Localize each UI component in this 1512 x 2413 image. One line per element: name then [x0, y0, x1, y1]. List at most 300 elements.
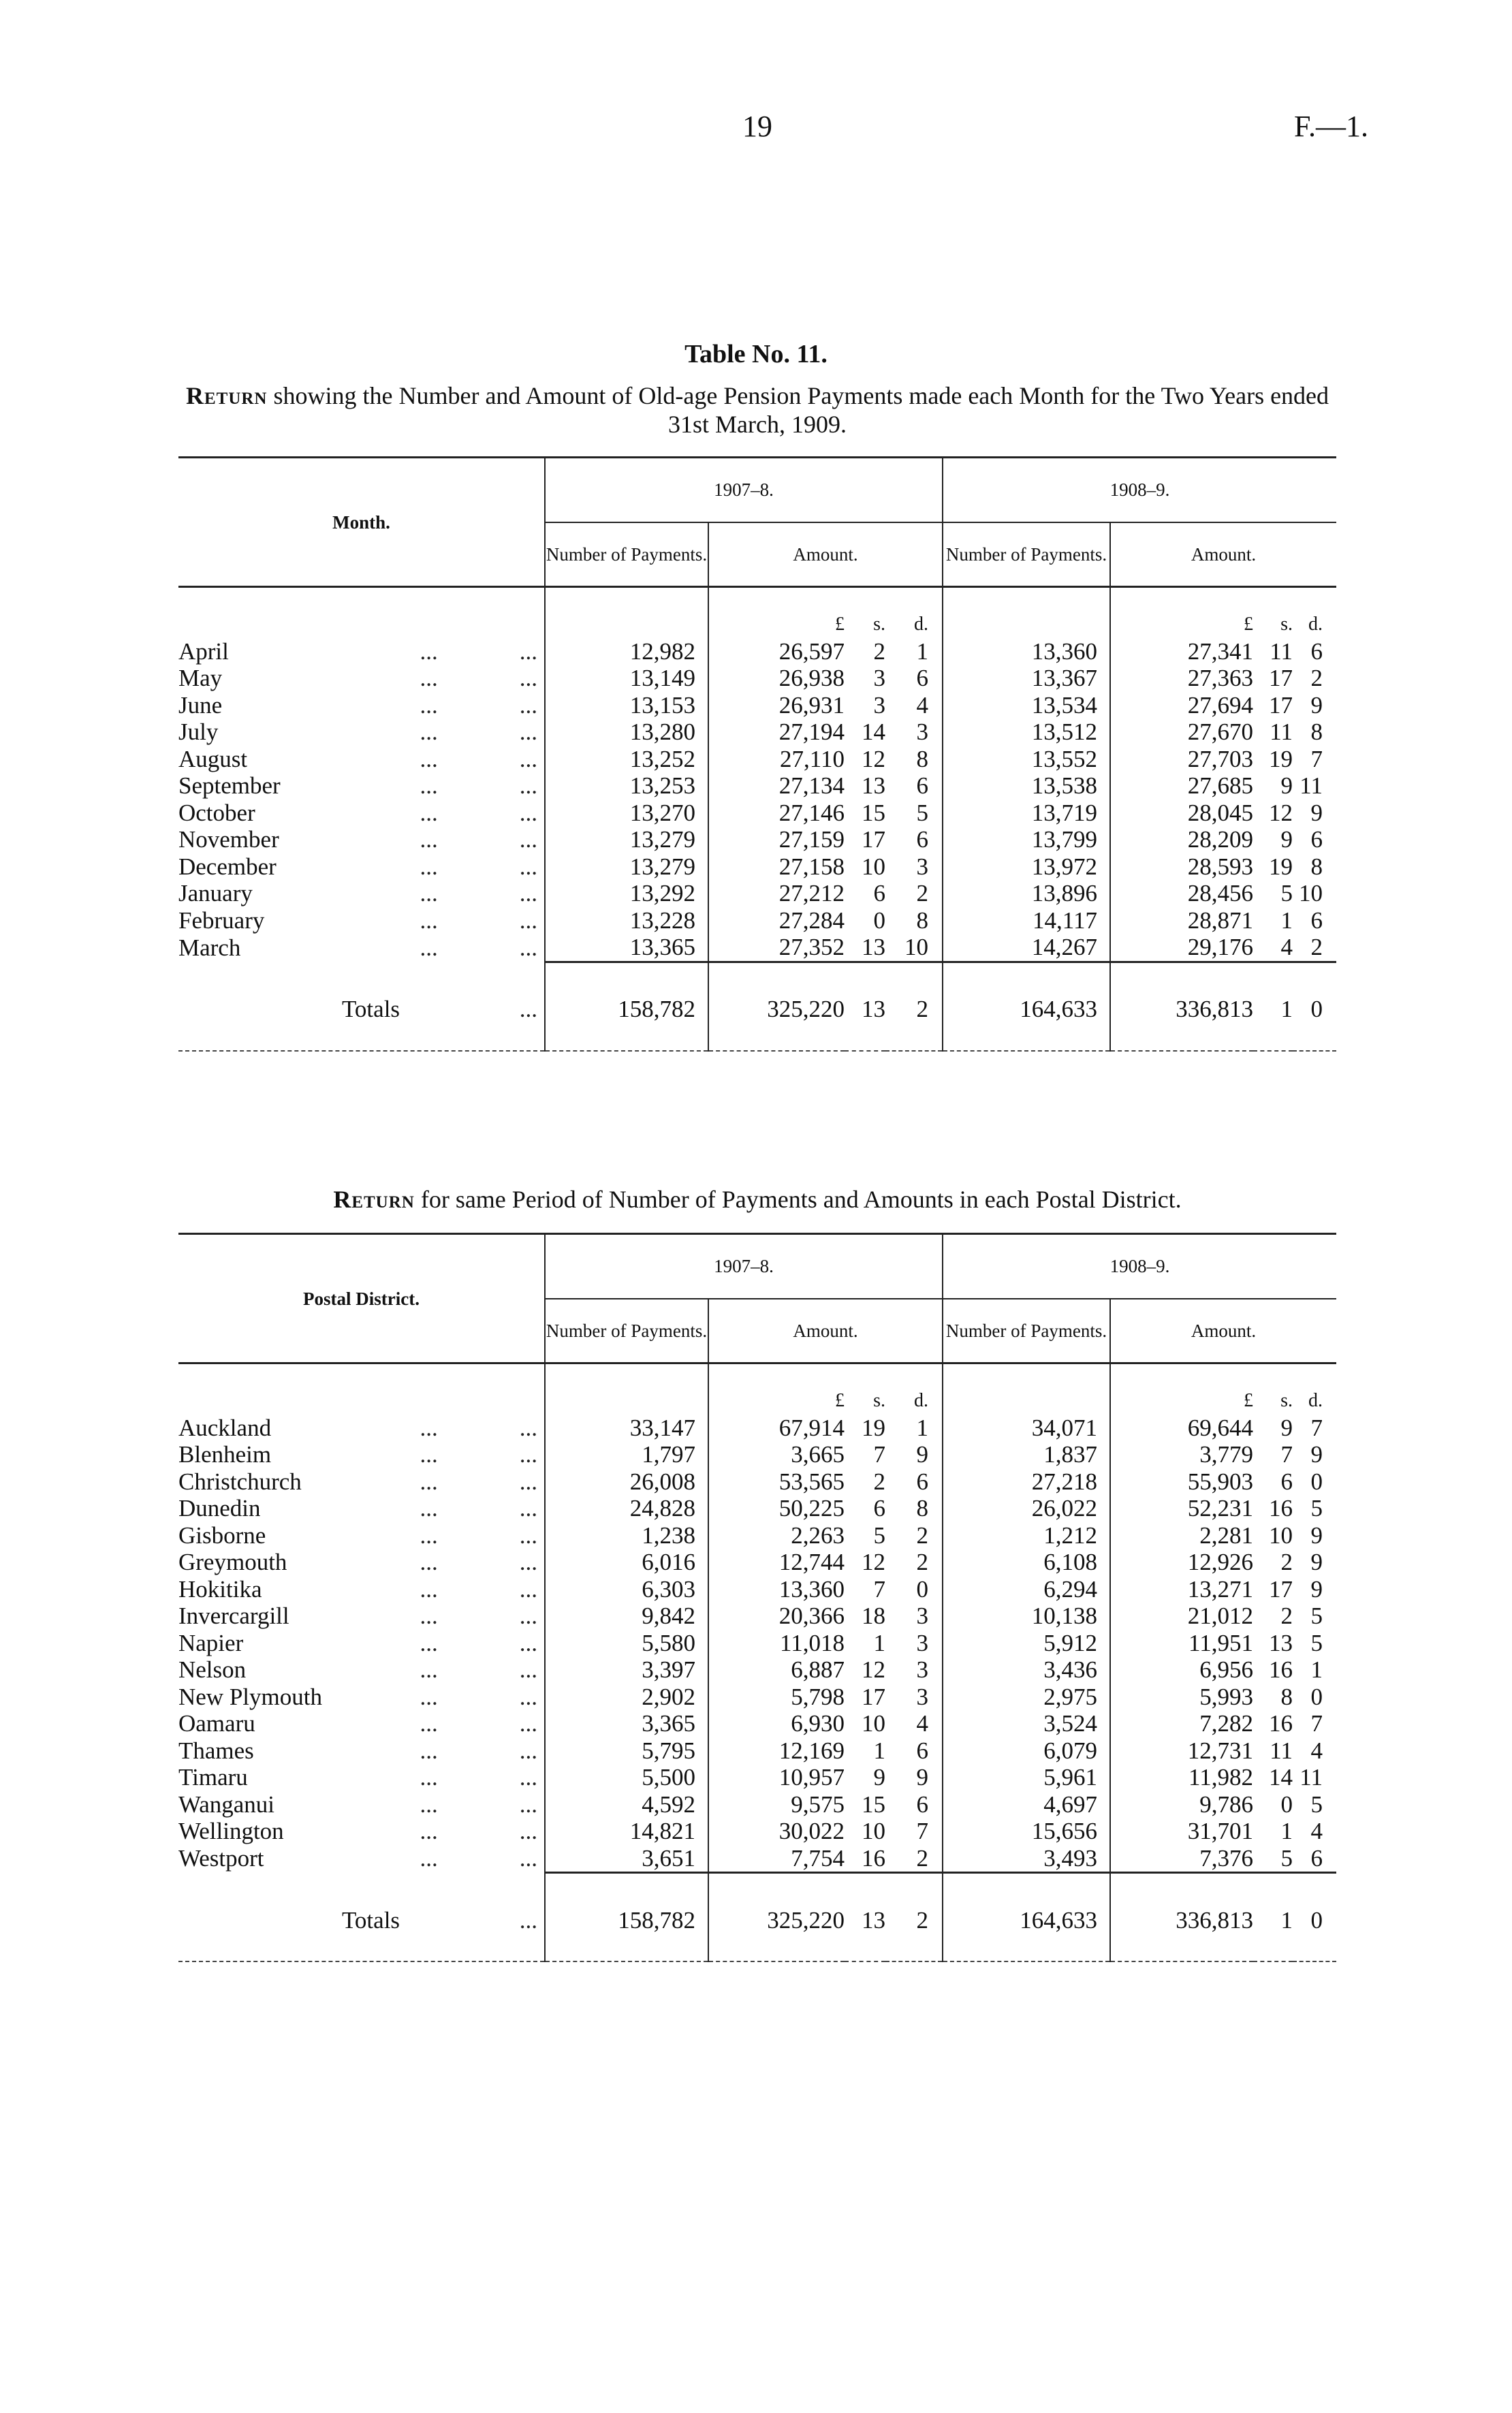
leader-dots: ... [420, 1818, 438, 1844]
amount-shillings: 9 [1280, 772, 1293, 799]
rule [545, 962, 708, 982]
amount-pence: 9 [1310, 1549, 1323, 1575]
amount-shillings: 1 [1280, 1818, 1293, 1844]
amount-shillings: 17 [1269, 691, 1293, 719]
amount-pounds: 27,352 [708, 934, 845, 962]
number-of-payments: 14,267 [943, 934, 1110, 962]
amount-pence: 4 [916, 1710, 928, 1737]
rule [708, 962, 943, 982]
amount-pounds: 50,225 [708, 1495, 845, 1522]
row-label-text: Westport [178, 1845, 264, 1872]
row-label-text: Thames [178, 1737, 254, 1764]
amount-pounds: 28,456 [1110, 880, 1253, 907]
number-of-payments: 6,303 [545, 1576, 708, 1603]
amount-pounds: 27,341 [1110, 638, 1253, 665]
leader-dots: ... [420, 637, 438, 665]
number-of-payments: 3,493 [943, 1845, 1110, 1873]
totals-row [178, 1893, 1336, 1962]
number-of-payments: 4,697 [943, 1791, 1110, 1818]
amount-shillings: 1 [873, 1629, 885, 1656]
amount-shillings: 10 [1269, 1521, 1293, 1549]
amount-shillings: 3 [873, 691, 885, 719]
leader-dots: ... [519, 1603, 537, 1629]
row-label-text: August [178, 745, 248, 772]
amount-shillings: 11 [1270, 719, 1293, 745]
number-of-payments: 5,961 [943, 1764, 1110, 1791]
row-label-text: Napier [178, 1629, 244, 1656]
number-of-payments: 3,365 [545, 1710, 708, 1737]
amount-shillings: 2 [1280, 1603, 1293, 1629]
leader-dots: ... [519, 1683, 537, 1710]
number-of-payments: 12,982 [545, 638, 708, 665]
number-of-payments: 13,552 [943, 746, 1110, 773]
amount-shillings: 0 [873, 906, 885, 934]
amount-pence: 6 [916, 665, 928, 691]
leader-dots: ... [519, 1468, 537, 1495]
amount-shillings: 16 [1269, 1710, 1293, 1737]
number-of-payments: 15,656 [943, 1818, 1110, 1845]
unit-pence: d. [914, 1390, 928, 1411]
amount-shillings: 9 [873, 1764, 885, 1791]
amount-pounds: 69,644 [1110, 1415, 1253, 1442]
number-of-payments: 13,279 [545, 826, 708, 853]
amount-pence: 2 [916, 1521, 928, 1549]
unit-shillings: s. [1280, 614, 1293, 635]
amount-pence: 6 [1310, 826, 1323, 853]
leader-dots: ... [519, 772, 537, 799]
amount-shillings: 17 [1269, 665, 1293, 691]
leader-dots: ... [519, 1791, 537, 1818]
amount-pence: 9 [1310, 799, 1323, 826]
leader-dots: ... [519, 996, 537, 1022]
amount-pounds: 9,786 [1110, 1791, 1253, 1818]
amount-shillings: 0 [1280, 1791, 1293, 1818]
number-of-payments: 2,975 [943, 1684, 1110, 1711]
amount-shillings: 15 [862, 799, 885, 826]
caption-lead: Return [185, 382, 268, 409]
blank-cell [545, 587, 708, 638]
unit-pounds: £ [1110, 587, 1253, 638]
row-label [178, 1630, 545, 1657]
number-of-payments: 9,842 [545, 1603, 708, 1630]
unit-pence: d. [914, 614, 928, 635]
blank-cell [943, 1363, 1110, 1415]
amount-shillings: 1 [1280, 1906, 1293, 1934]
number-of-payments: 13,719 [943, 800, 1110, 827]
number-of-payments: 164,633 [943, 982, 1110, 1051]
leader-dots: ... [519, 1845, 537, 1872]
table-row [178, 1468, 1336, 1496]
row-label [178, 853, 545, 881]
amount-shillings: 6 [873, 880, 885, 906]
caption-text: showing the Number and Amount of Old-age Pension Payments made each Month for the Two Years ended 31st March, 1909. [273, 382, 1329, 438]
page-number: 19 [742, 110, 772, 143]
amount-shillings: 14 [862, 719, 885, 745]
amount-pence: 0 [1310, 1683, 1323, 1710]
number-of-payments: 33,147 [545, 1415, 708, 1442]
table-row [178, 1845, 1336, 1873]
amount-shillings: 13 [862, 1906, 885, 1934]
leader-dots: ... [420, 1764, 438, 1791]
number-of-payments: 6,108 [943, 1549, 1110, 1576]
row-label [178, 1818, 545, 1845]
amount-pence: 9 [916, 1764, 928, 1791]
leader-dots: ... [420, 1845, 438, 1872]
leader-dots: ... [519, 719, 537, 745]
number-of-payments: 5,580 [545, 1630, 708, 1657]
table-row [178, 1549, 1336, 1576]
leader-dots: ... [519, 745, 537, 772]
amount-shillings: 7 [1280, 1441, 1293, 1468]
leader-dots: ... [519, 1818, 537, 1844]
leader-dots: ... [420, 906, 438, 934]
number-of-payments: 13,279 [545, 853, 708, 881]
leader-dots: ... [519, 1629, 537, 1656]
amount-pounds: 6,887 [708, 1656, 845, 1684]
amount-pounds: 29,176 [1110, 934, 1253, 962]
unit-pounds: £ [708, 587, 845, 638]
leader-dots: ... [519, 1521, 537, 1549]
row-label [178, 665, 545, 692]
amount-pence: 8 [916, 1495, 928, 1521]
blank-cell [943, 587, 1110, 638]
row-label-text: March [178, 934, 241, 961]
row-label-text: October [178, 799, 255, 826]
amount-pence: 5 [1310, 1791, 1323, 1818]
amount-pounds: 28,593 [1110, 853, 1253, 881]
table-row [178, 1630, 1336, 1657]
row-header: Month. [332, 511, 390, 533]
leader-dots: ... [420, 1629, 438, 1656]
table2-caption [178, 1185, 1336, 1214]
row-label [178, 826, 545, 853]
row-label [178, 1603, 545, 1630]
blank-cell [178, 587, 545, 638]
row-label-text: July [178, 719, 219, 745]
amount-pence: 8 [1310, 853, 1323, 880]
amount-shillings: 17 [862, 826, 885, 853]
amount-shillings: 15 [862, 1791, 885, 1818]
column-header-number: Number of Payments. [545, 522, 708, 587]
leader-dots: ... [519, 880, 537, 906]
amount-pounds: 10,957 [708, 1764, 845, 1791]
amount-pounds: 336,813 [1110, 1893, 1253, 1962]
table-monthly-payments [178, 456, 1336, 1052]
amount-pence: 2 [1310, 665, 1323, 691]
amount-pounds: 12,744 [708, 1549, 845, 1576]
leader-dots: ... [519, 637, 537, 665]
number-of-payments: 13,253 [545, 772, 708, 800]
unit-shillings: s. [873, 1390, 885, 1411]
amount-shillings: 19 [1269, 853, 1293, 880]
row-label [178, 638, 545, 665]
number-of-payments: 1,238 [545, 1522, 708, 1549]
amount-shillings: 14 [1269, 1764, 1293, 1791]
row-label-text: Hokitika [178, 1575, 262, 1603]
amount-pounds: 2,281 [1110, 1522, 1253, 1549]
table-row [178, 826, 1336, 853]
leader-dots: ... [519, 1906, 537, 1934]
amount-shillings: 6 [1280, 1468, 1293, 1495]
row-label-text: Auckland [178, 1414, 272, 1441]
rule [1110, 1873, 1336, 1893]
amount-pence: 11 [1300, 772, 1323, 799]
row-label [178, 934, 545, 962]
unit-pence: d. [1308, 614, 1323, 635]
amount-pence: 0 [1310, 996, 1323, 1022]
rule [943, 962, 1110, 982]
column-header-amount: Amount. [708, 522, 943, 587]
rule [943, 1873, 1110, 1893]
table-row [178, 719, 1336, 746]
amount-shillings: 18 [862, 1603, 885, 1629]
number-of-payments: 3,436 [943, 1656, 1110, 1684]
leader-dots: ... [420, 691, 438, 719]
table-row [178, 1737, 1336, 1765]
amount-pence: 4 [1310, 1818, 1323, 1844]
amount-pounds: 11,951 [1110, 1630, 1253, 1657]
amount-pounds: 325,220 [708, 982, 845, 1051]
row-label-text: Invercargill [178, 1603, 289, 1629]
amount-pounds: 28,871 [1110, 907, 1253, 934]
row-label [178, 1522, 545, 1549]
amount-pounds: 28,209 [1110, 826, 1253, 853]
row-label-text: Greymouth [178, 1549, 287, 1575]
amount-pounds: 11,018 [708, 1630, 845, 1657]
amount-pence: 0 [1310, 1468, 1323, 1495]
amount-pounds: 12,169 [708, 1737, 845, 1765]
amount-pounds: 27,284 [708, 907, 845, 934]
amount-pounds: 27,134 [708, 772, 845, 800]
number-of-payments: 13,153 [545, 692, 708, 719]
amount-shillings: 11 [1270, 1737, 1293, 1764]
number-of-payments: 13,972 [943, 853, 1110, 881]
caption-lead: Return [333, 1186, 415, 1213]
number-of-payments: 13,534 [943, 692, 1110, 719]
leader-dots: ... [519, 853, 537, 880]
table-row [178, 1684, 1336, 1711]
leader-dots: ... [420, 665, 438, 691]
number-of-payments: 6,016 [545, 1549, 708, 1576]
amount-pence: 0 [1310, 1906, 1323, 1934]
amount-shillings: 2 [873, 637, 885, 665]
unit-shillings: s. [1280, 1390, 1293, 1411]
table-row [178, 1791, 1336, 1818]
period-header: 1907–8. [545, 1234, 943, 1299]
amount-shillings: 16 [862, 1844, 885, 1872]
amount-pence: 3 [916, 719, 928, 745]
number-of-payments: 158,782 [545, 1893, 708, 1962]
totals-label-text: Totals [342, 1906, 400, 1934]
amount-pence: 9 [1310, 691, 1323, 719]
amount-pence: 4 [916, 691, 928, 719]
amount-pence: 2 [916, 880, 928, 906]
totals-row [178, 982, 1336, 1051]
row-label [178, 1845, 545, 1873]
table-postal-districts [178, 1233, 1336, 1962]
table-row [178, 800, 1336, 827]
amount-pence: 5 [1310, 1603, 1323, 1629]
amount-pounds: 27,670 [1110, 719, 1253, 746]
amount-pounds: 6,930 [708, 1710, 845, 1737]
leader-dots: ... [420, 1575, 438, 1603]
blank-cell [545, 1363, 708, 1415]
table1-title: Table No. 11. [684, 340, 828, 368]
totals-label [178, 1893, 545, 1962]
table-row [178, 880, 1336, 907]
number-of-payments: 3,524 [943, 1710, 1110, 1737]
period-header: 1908–9. [943, 1234, 1336, 1299]
blank-cell [178, 962, 545, 982]
amount-pounds: 3,665 [708, 1441, 845, 1468]
amount-shillings: 9 [1280, 826, 1293, 853]
amount-pounds: 27,158 [708, 853, 845, 881]
row-label [178, 880, 545, 907]
leader-dots: ... [519, 691, 537, 719]
number-of-payments: 2,902 [545, 1684, 708, 1711]
leader-dots: ... [420, 1414, 438, 1441]
amount-pence: 1 [916, 637, 928, 665]
row-label [178, 1441, 545, 1468]
row-label-text: November [178, 826, 279, 853]
table1-caption [178, 381, 1336, 439]
amount-pounds: 27,194 [708, 719, 845, 746]
leader-dots: ... [420, 1495, 438, 1521]
amount-pounds: 30,022 [708, 1818, 845, 1845]
amount-pounds: 27,212 [708, 880, 845, 907]
leader-dots: ... [519, 1737, 537, 1764]
document-reference: F.—1. [1294, 110, 1368, 143]
table-row [178, 746, 1336, 773]
amount-shillings: 13 [862, 934, 885, 960]
leader-dots: ... [519, 665, 537, 691]
amount-pounds: 9,575 [708, 1791, 845, 1818]
row-label [178, 1737, 545, 1765]
leader-dots: ... [420, 772, 438, 799]
row-label-text: Dunedin [178, 1495, 261, 1521]
row-label [178, 1791, 545, 1818]
row-label-text: May [178, 665, 223, 691]
amount-pence: 9 [1310, 1521, 1323, 1549]
amount-shillings: 11 [1270, 637, 1293, 665]
number-of-payments: 13,365 [545, 934, 708, 962]
row-label [178, 1549, 545, 1576]
table-row [178, 1818, 1336, 1845]
rule [1110, 962, 1336, 982]
amount-pence: 2 [916, 1844, 928, 1872]
table-row [178, 853, 1336, 881]
amount-pence: 9 [916, 1441, 928, 1468]
amount-pounds: 27,694 [1110, 692, 1253, 719]
amount-pence: 1 [916, 1414, 928, 1441]
amount-pounds: 13,271 [1110, 1576, 1253, 1603]
blank-cell [178, 1873, 545, 1893]
row-label-text: Oamaru [178, 1710, 255, 1737]
amount-pounds: 7,376 [1110, 1845, 1253, 1873]
caption-text: for same Period of Number of Payments and Amounts in each Postal District. [420, 1186, 1182, 1213]
row-label [178, 1495, 545, 1522]
leader-dots: ... [519, 1495, 537, 1521]
amount-pence: 2 [916, 1549, 928, 1575]
leader-dots: ... [519, 906, 537, 934]
amount-shillings: 1 [1280, 906, 1293, 934]
number-of-payments: 3,397 [545, 1656, 708, 1684]
table-row [178, 1656, 1336, 1684]
amount-pence: 8 [1310, 719, 1323, 745]
leader-dots: ... [420, 1521, 438, 1549]
row-label [178, 1468, 545, 1496]
amount-pence: 3 [916, 1629, 928, 1656]
amount-shillings: 5 [873, 1521, 885, 1549]
amount-shillings: 10 [862, 853, 885, 880]
row-label-text: April [178, 637, 229, 665]
rule [708, 1873, 943, 1893]
amount-pence: 7 [1310, 1710, 1323, 1737]
period-header: 1907–8. [545, 458, 943, 522]
row-label [178, 719, 545, 746]
table-row [178, 907, 1336, 934]
amount-pounds: 26,597 [708, 638, 845, 665]
leader-dots: ... [420, 853, 438, 880]
amount-pence: 4 [1310, 1737, 1323, 1764]
column-header-number: Number of Payments. [943, 522, 1110, 587]
row-label-text: Blenheim [178, 1441, 272, 1468]
amount-pounds: 67,914 [708, 1415, 845, 1442]
amount-shillings: 12 [862, 745, 885, 772]
amount-pounds: 55,903 [1110, 1468, 1253, 1496]
table-row [178, 638, 1336, 665]
amount-shillings: 17 [862, 1683, 885, 1710]
amount-pounds: 20,366 [708, 1603, 845, 1630]
amount-pence: 5 [1310, 1495, 1323, 1521]
leader-dots: ... [519, 1656, 537, 1683]
amount-pounds: 12,926 [1110, 1549, 1253, 1576]
amount-shillings: 12 [862, 1549, 885, 1575]
table-row [178, 1522, 1336, 1549]
leader-dots: ... [420, 1710, 438, 1737]
amount-pence: 7 [1310, 745, 1323, 772]
leader-dots: ... [420, 719, 438, 745]
amount-shillings: 7 [873, 1441, 885, 1468]
amount-pounds: 27,159 [708, 826, 845, 853]
amount-pence: 6 [1310, 906, 1323, 934]
leader-dots: ... [420, 826, 438, 853]
number-of-payments: 1,837 [943, 1441, 1110, 1468]
leader-dots: ... [420, 1683, 438, 1710]
number-of-payments: 6,079 [943, 1737, 1110, 1765]
table-row [178, 1710, 1336, 1737]
leader-dots: ... [420, 1549, 438, 1575]
number-of-payments: 13,799 [943, 826, 1110, 853]
number-of-payments: 13,228 [545, 907, 708, 934]
amount-pounds: 336,813 [1110, 982, 1253, 1051]
amount-pence: 5 [916, 799, 928, 826]
amount-shillings: 13 [862, 996, 885, 1022]
amount-pence: 10 [1299, 880, 1323, 906]
row-label-text: Gisborne [178, 1521, 266, 1549]
amount-pence: 10 [904, 934, 928, 960]
table-row [178, 692, 1336, 719]
number-of-payments: 26,008 [545, 1468, 708, 1496]
row-label-text: Nelson [178, 1656, 247, 1683]
leader-dots: ... [420, 1737, 438, 1764]
amount-shillings: 17 [1269, 1575, 1293, 1603]
number-of-payments: 13,360 [943, 638, 1110, 665]
amount-pence: 8 [916, 906, 928, 934]
leader-dots: ... [519, 1549, 537, 1575]
amount-pounds: 27,146 [708, 800, 845, 827]
number-of-payments: 13,280 [545, 719, 708, 746]
